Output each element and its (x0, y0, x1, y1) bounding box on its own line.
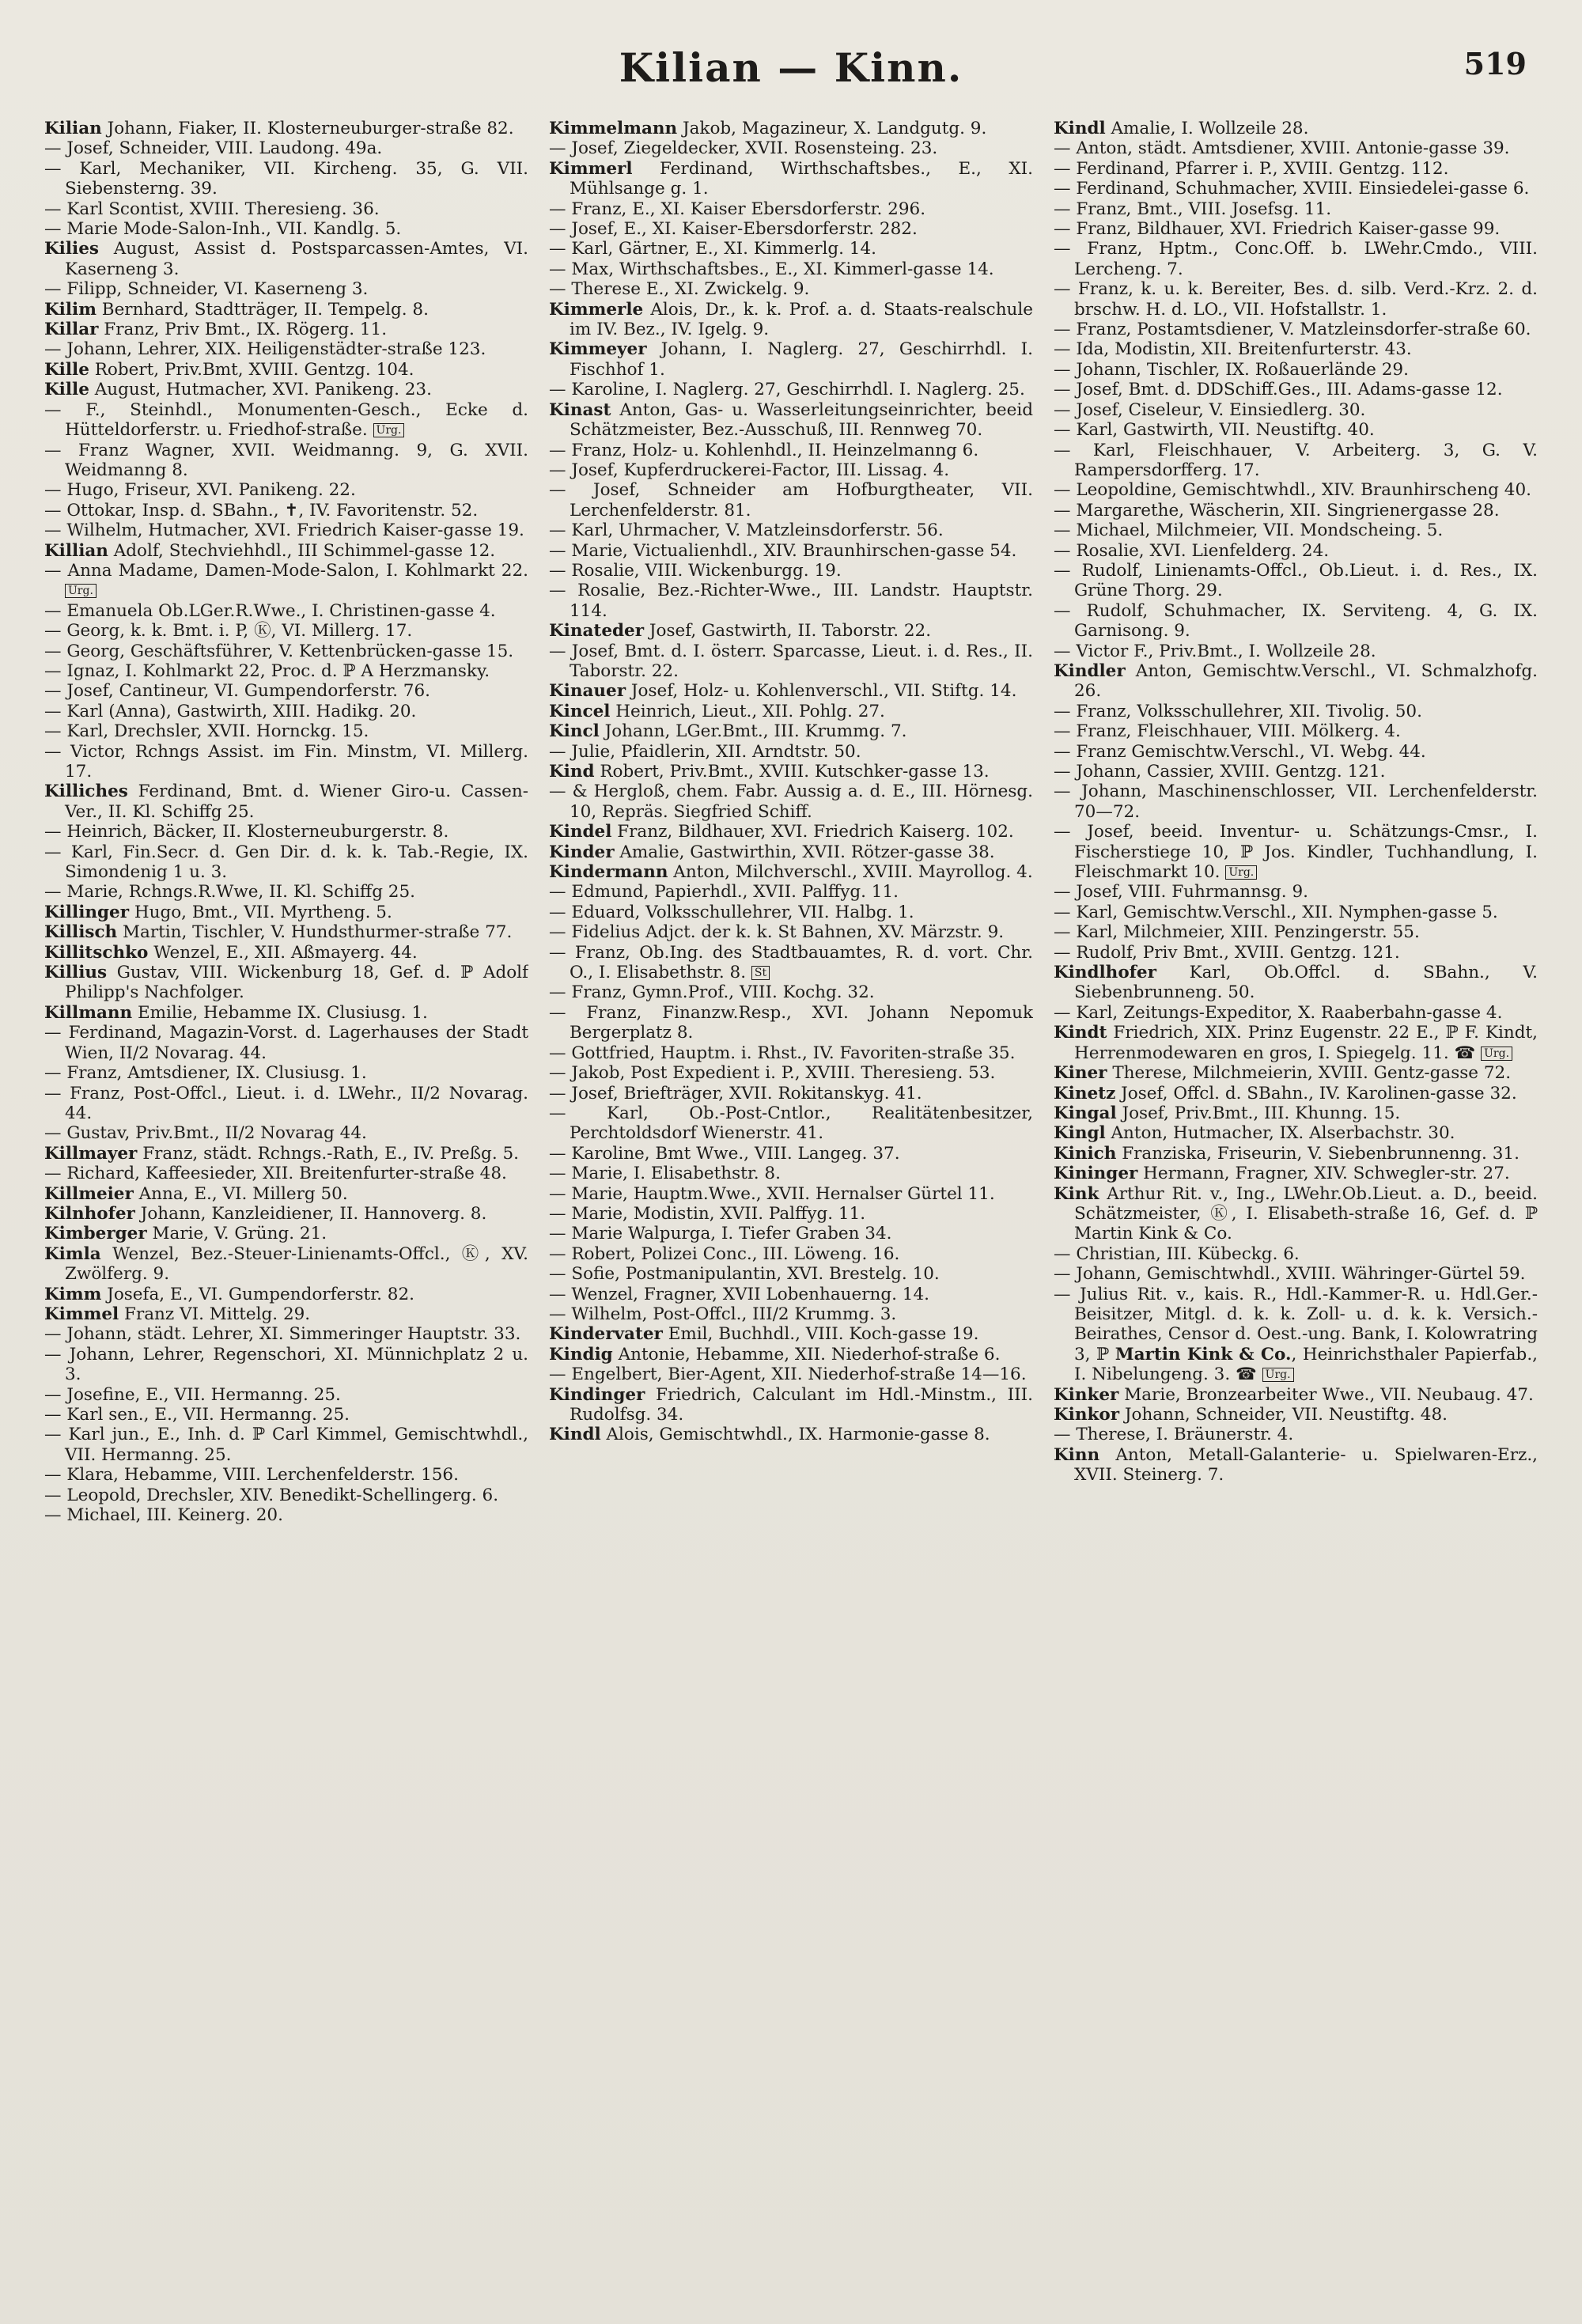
directory-entry: — Gottfried, Hauptm. i. Rhst., IV. Favoriten-straße 35. (549, 1043, 1016, 1063)
directory-entry: Kinich Franziska, Friseurin, V. Siebenbrunnenng. 31. (1054, 1143, 1520, 1164)
directory-entry: Killmann Emilie, Hebamme IX. Clusiusg. 1. (44, 1002, 428, 1023)
directory-entry: — Johann, Lehrer, Regenschori, XI. Münnichplatz 2 u. 3. (44, 1344, 528, 1385)
directory-entry: — Georg, Geschäftsführer, V. Kettenbrücken-gasse 15. (44, 641, 514, 661)
directory-entry: — Marie, I. Elisabethstr. 8. (549, 1164, 781, 1184)
directory-entry: — Michael, Milchmeier, VII. Mondscheing. 5. (1054, 520, 1444, 541)
directory-entry: Killar Franz, Priv Bmt., IX. Rögerg. 11. (44, 320, 388, 340)
directory-entry: Kinetz Josef, Offcl. d. SBahn., IV. Karolinen-gasse 32. (1054, 1083, 1517, 1103)
directory-entry: — Therese E., XI. Zwickelg. 9. (549, 279, 810, 300)
directory-entry: — Karl, Drechsler, XVII. Hornckg. 15. (44, 721, 369, 742)
directory-entry: Kimmel Franz VI. Mittelg. 29. (44, 1304, 311, 1324)
directory-entry: — Josef, E., XI. Kaiser-Ebersdorferstr. 282. (549, 219, 918, 240)
directory-entry: — Josef, beeid. Inventur- u. Schätzungs-Cmsr., I. Fischerstiege 10, ℙ Jos. Kindler, Tuchhandlung, I. Fleischmarkt 10. Urg. (1054, 822, 1538, 883)
directory-entry: Kinder Amalie, Gastwirthin, XVII. Rötzer-gasse 38. (549, 842, 995, 862)
directory-entry: — Johann, Gemischtwhdl., XVIII. Währinger-Gürtel 59. (1054, 1264, 1526, 1285)
directory-entry: — Josef, Kupferdruckerei-Factor, III. Lissag. 4. (549, 460, 950, 480)
directory-entry: — Julius Rit. v., kais. R., Hdl.-Kammer-R. u. Hdl.Ger.-Beisitzer, Mitgl. d. k. k. Zoll- u. d. k. k. Versich.-Beirathes, Censor d. Oest.-ung. Bank, I. Kolowratring 3, ℙ Martin Kink & Co., Heinrichsthaler Papierfab., I. Nibelungeng. 3. ☎ Urg. (1054, 1284, 1538, 1385)
directory-entry: — Julie, Pfaidlerin, XII. Arndtstr. 50. (549, 741, 861, 762)
directory-entry: Kilian Johann, Fiaker, II. Klosterneuburger-straße 82. (44, 119, 514, 138)
directory-entry: — Marie Walpurga, I. Tiefer Graben 34. (549, 1224, 892, 1244)
directory-entry: — Leopold, Drechsler, XIV. Benedikt-Schellingerg. 6. (44, 1485, 499, 1505)
directory-entry: — Filipp, Schneider, VI. Kaserneng 3. (44, 279, 369, 300)
directory-entry: — Karl, Mechaniker, VII. Kircheng. 35, G. VII. Siebensterng. 39. (44, 158, 528, 199)
directory-entry: — Franz, E., XI. Kaiser Ebersdorferstr. 296. (549, 199, 926, 219)
directory-entry: — Johann, Tischler, IX. Roßauerlände 29. (1054, 359, 1409, 380)
directory-entry: — Karl Scontist, XVIII. Theresieng. 36. (44, 199, 380, 219)
directory-entry: Killiches Ferdinand, Bmt. d. Wiener Giro-u. Cassen-Ver., II. Kl. Schiffg 25. (44, 782, 528, 822)
directory-entry: — Karl, Ob.-Post-Cntlor., Realitätenbesitzer, Perchtoldsdorf Wienerstr. 41. (549, 1103, 1033, 1144)
directory-entry: Kinn Anton, Metall-Galanterie- u. Spielwaren-Erz., XVII. Steinerg. 7. (1054, 1444, 1538, 1486)
directory-entry: — Rosalie, VIII. Wickenburgg. 19. (549, 560, 842, 581)
directory-entry: — Franz, Holz- u. Kohlenhdl., II. Heinzelmanng 6. (549, 440, 979, 460)
directory-entry: Kindermann Anton, Milchverschl., XVIII. Mayrollog. 4. (549, 862, 1033, 883)
page-number: 519 (1463, 46, 1527, 81)
directory-entry: — Josef, Briefträger, XVII. Rokitanskyg. 41. (549, 1083, 922, 1103)
directory-entry: — Fidelius Adjct. der k. k. St Bahnen, XV. Märzstr. 9. (549, 922, 1005, 943)
column-left (44, 119, 528, 2310)
directory-entry: Kindlhofer Karl, Ob.Offcl. d. SBahn., V. Siebenbrunneng. 50. (1054, 963, 1538, 1003)
directory-entry: Killitschko Wenzel, E., XII. Aßmayerg. 44. (44, 942, 418, 963)
directory-entry: — Josef, Ziegeldecker, XVII. Rosensteing. 23. (549, 138, 938, 159)
directory-entry: — Ida, Modistin, XII. Breitenfurterstr. 43. (1054, 339, 1412, 360)
directory-entry: Kind Robert, Priv.Bmt., XVIII. Kutschker-gasse 13. (549, 762, 990, 782)
directory-entry: — Karl, Uhrmacher, V. Matzleinsdorferstr. 56. (549, 520, 944, 541)
directory-entry: Kindel Franz, Bildhauer, XVI. Friedrich Kaiserg. 102. (549, 822, 1014, 842)
directory-entry: Kindl Amalie, I. Wollzeile 28. (1054, 119, 1309, 138)
directory-entry: — Josef, Cantineur, VI. Gumpendorferstr. 76. (44, 681, 430, 702)
directory-entry: — Josef, Bmt. d. DDSchiff.Ges., III. Adams-gasse 12. (1054, 380, 1503, 400)
directory-entry: — Josef, VIII. Fuhrmannsg. 9. (1054, 882, 1308, 903)
directory-entry: — Rosalie, Bez.-Richter-Wwe., III. Landstr. Hauptstr. 114. (549, 581, 1033, 621)
directory-entry: — Wenzel, Fragner, XVII Lobenhauerng. 14. (549, 1284, 929, 1304)
directory-entry: Kindl Alois, Gemischtwhdl., IX. Harmonie-gasse 8. (549, 1425, 990, 1445)
directory-entry: — Michael, III. Keinerg. 20. (44, 1505, 283, 1526)
directory-entry: — Franz, Volksschullehrer, XII. Tivolig. 50. (1054, 701, 1422, 721)
directory-entry: Kindt Friedrich, XIX. Prinz Eugenstr. 22 E., ℙ F. Kindt, Herrenmodewaren en gros, I. Spiegelg. 11. ☎ Urg. (1054, 1023, 1538, 1063)
directory-entry: Kimmerle Alois, Dr., k. k. Prof. a. d. Staats-realschule im IV. Bez., IV. Igelg. 9. (549, 299, 1033, 340)
directory-entry: — Rosalie, XVI. Lienfelderg. 24. (1054, 540, 1330, 561)
directory-entry: — Max, Wirthschaftsbes., E., XI. Kimmerl-gasse 14. (549, 259, 994, 279)
directory-entry: — Franz Wagner, XVII. Weidmanng. 9, G. XVII. Weidmanng 8. (44, 440, 528, 480)
directory-entry: Kimm Josefa, E., VI. Gumpendorferstr. 82. (44, 1284, 414, 1304)
directory-entry: — F., Steinhdl., Monumenten-Gesch., Ecke d. Hütteldorferstr. u. Friedhof-straße. Urg. (44, 399, 528, 441)
directory-columns (44, 119, 1538, 2310)
directory-entry: Kille August, Hutmacher, XVI. Panikeng. 23. (44, 380, 432, 400)
entry-badge: Urg. (373, 423, 405, 437)
directory-entry: Kincel Heinrich, Lieut., XII. Pohlg. 27. (549, 701, 885, 721)
entry-badge: Urg. (1262, 1368, 1294, 1382)
directory-entry: — Johann, Cassier, XVIII. Gentzg. 121. (1054, 762, 1386, 782)
directory-entry: — Rudolf, Linienamts-Offcl., Ob.Lieut. i. d. Res., IX. Grüne Thorg. 29. (1054, 560, 1538, 601)
directory-entry: — Franz, Ob.Ing. des Stadtbauamtes, R. d. vort. Chr. O., I. Elisabethstr. 8. St (549, 942, 1033, 983)
directory-entry: — Robert, Polizei Conc., III. Löweng. 16. (549, 1243, 900, 1264)
directory-entry: — Franz, Bmt., VIII. Josefsg. 11. (1054, 199, 1332, 219)
directory-entry: Kiner Therese, Milchmeierin, XVIII. Gentz-gasse 72. (1054, 1063, 1512, 1084)
directory-entry: — Josef, Schneider am Hofburgtheater, VII. Lerchenfelderstr. 81. (549, 480, 1033, 520)
directory-entry: — Franz, Post-Offcl., Lieut. i. d. LWehr., II/2 Novarag. 44. (44, 1083, 528, 1123)
directory-entry: — Rudolf, Priv Bmt., XVIII. Gentzg. 121. (1054, 942, 1400, 963)
directory-entry: — Marie, Rchngs.R.Wwe, II. Kl. Schiffg 25. (44, 882, 416, 903)
directory-entry: — Marie, Modistin, XVII. Palffyg. 11. (549, 1203, 866, 1224)
directory-entry: Kimla Wenzel, Bez.-Steuer-Linienamts-Offcl., Ⓚ, XV. Zwölferg. 9. (44, 1243, 528, 1285)
directory-entry: — Leopoldine, Gemischtwhdl., XIV. Braunhirscheng 40. (1054, 480, 1531, 501)
directory-entry: — Franz, Finanzw.Resp., XVI. Johann Nepomuk Bergerplatz 8. (549, 1002, 1033, 1043)
directory-entry: — Karl, Milchmeier, XIII. Penzingerstr. 55. (1054, 922, 1420, 943)
directory-entry: — Josef, Ciseleur, V. Einsiedlerg. 30. (1054, 399, 1366, 420)
directory-entry: Killmayer Franz, städt. Rchngs.-Rath, E., IV. Preßg. 5. (44, 1143, 520, 1164)
directory-entry: — Emanuela Ob.LGer.R.Wwe., I. Christinen-gasse 4. (44, 600, 496, 621)
directory-entry: — Johann, Lehrer, XIX. Heiligenstädter-straße 123. (44, 339, 486, 360)
directory-entry: — & Hergloß, chem. Fabr. Aussig a. d. E., III. Hörnesg. 10, Repräs. Siegfried Schiff. (549, 782, 1033, 822)
directory-entry: Killmeier Anna, E., VI. Millerg 50. (44, 1183, 348, 1204)
directory-entry: — Franz, Gymn.Prof., VIII. Kochg. 32. (549, 982, 875, 1003)
directory-entry: — Therese, I. Bräunerstr. 4. (1054, 1425, 1294, 1445)
directory-entry: Kilim Bernhard, Stadtträger, II. Tempelg. 8. (44, 299, 429, 320)
directory-entry: Kimmerl Ferdinand, Wirthschaftsbes., E., XI. Mühlsange g. 1. (549, 158, 1033, 199)
directory-entry: Kininger Hermann, Fragner, XIV. Schwegler-str. 27. (1054, 1164, 1510, 1184)
directory-entry: — Franz Gemischtw.Verschl., VI. Webg. 44. (1054, 741, 1426, 762)
directory-entry: — Josef, Schneider, VIII. Laudong. 49a. (44, 138, 383, 159)
directory-entry: — Victor, Rchngs Assist. im Fin. Minstm, VI. Millerg. 17. (44, 741, 528, 782)
directory-entry: Killius Gustav, VIII. Wickenburg 18, Gef. d. ℙ Adolf Philipp's Nachfolger. (44, 963, 528, 1003)
directory-entry: — Christian, III. Kübeckg. 6. (1054, 1243, 1300, 1264)
column-middle (549, 119, 1033, 2310)
directory-entry: — Margarethe, Wäscherin, XII. Singrienergasse 28. (1054, 500, 1500, 520)
directory-entry: — Karl, Gemischtw.Verschl., XII. Nymphen-gasse 5. (1054, 902, 1498, 922)
directory-entry: — Karl, Fleischhauer, V. Arbeiterg. 3, G. V. Rampersdorfferg. 17. (1054, 440, 1538, 480)
directory-entry: — Rudolf, Schuhmacher, IX. Serviteng. 4, G. IX. Garnisong. 9. (1054, 600, 1538, 642)
directory-entry: — Karl jun., E., Inh. d. ℙ Carl Kimmel, Gemischtwhdl., VII. Hermanng. 25. (44, 1425, 528, 1465)
directory-entry: — Anna Madame, Damen-Mode-Salon, I. Kohlmarkt 22. Urg. (44, 560, 528, 598)
directory-entry: Kinateder Josef, Gastwirth, II. Taborstr. 22. (549, 621, 932, 642)
column-right (1054, 119, 1538, 2310)
directory-entry: — Marie, Hauptm.Wwe., XVII. Hernalser Gürtel 11. (549, 1183, 995, 1204)
directory-entry: — Josefine, E., VII. Hermanng. 25. (44, 1384, 341, 1405)
page-header (44, 40, 1538, 119)
directory-entry: Killisch Martin, Tischler, V. Hundsthurmer-straße 77. (44, 922, 513, 943)
directory-entry: — Karoline, Bmt Wwe., VIII. Langeg. 37. (549, 1143, 900, 1164)
directory-entry: — Karl (Anna), Gastwirth, XIII. Hadikg. 20. (44, 701, 417, 721)
directory-entry: Kindler Anton, Gemischtw.Verschl., VI. Schmalzhofg. 26. (1054, 660, 1538, 702)
directory-entry: — Karl, Gärtner, E., XI. Kimmerlg. 14. (549, 239, 876, 259)
directory-entry: Kille Robert, Priv.Bmt, XVIII. Gentzg. 104. (44, 359, 414, 380)
directory-entry: — Wilhelm, Post-Offcl., III/2 Krummg. 3. (549, 1304, 897, 1324)
directory-entry: Kinast Anton, Gas- u. Wasserleitungseinrichter, beeid Schätzmeister, Bez.-Ausschuß, III. Rennweg 70. (549, 399, 1033, 441)
entry-badge: St (751, 966, 770, 980)
directory-entry: Kindinger Friedrich, Calculant im Hdl.-Minstm., III. Rudolfsg. 34. (549, 1384, 1033, 1425)
directory-entry: — Johann, städt. Lehrer, XI. Simmeringer Hauptstr. 33. (44, 1324, 521, 1345)
directory-entry: — Ottokar, Insp. d. SBahn., ✝, IV. Favoritenstr. 52. (44, 500, 479, 520)
directory-entry: — Karl, Gastwirth, VII. Neustiftg. 40. (1054, 420, 1375, 441)
directory-entry: Kingl Anton, Hutmacher, IX. Alserbachstr. 30. (1054, 1123, 1455, 1144)
entry-badge: Urg. (65, 584, 97, 598)
directory-entry: — Gustav, Priv.Bmt., II/2 Novarag 44. (44, 1123, 367, 1144)
directory-entry: — Franz, Fleischhauer, VIII. Mölkerg. 4. (1054, 721, 1401, 742)
directory-entry: — Engelbert, Bier-Agent, XII. Niederhof-straße 14—16. (549, 1364, 1027, 1385)
directory-entry: Kinker Marie, Bronzearbeiter Wwe., VII. Neubaug. 47. (1054, 1384, 1534, 1405)
directory-entry: Kink Arthur Rit. v., Ing., LWehr.Ob.Lieut. a. D., beeid. Schätzmeister, Ⓚ, I. Elisabeth-straße 16, Gef. d. ℙ Martin Kink & Co. (1054, 1183, 1538, 1244)
directory-entry: — Franz, k. u. k. Bereiter, Bes. d. silb. Verd.-Krz. 2. d. brschw. H. d. LO., VII. Hofstallstr. 1. (1054, 279, 1538, 320)
directory-entry: — Ferdinand, Schuhmacher, XVIII. Einsiedelei-gasse 6. (1054, 179, 1530, 199)
directory-entry: — Hugo, Friseur, XVI. Panikeng. 22. (44, 480, 356, 501)
directory-entry: — Jakob, Post Expedient i. P., XVIII. Theresieng. 53. (549, 1063, 996, 1084)
directory-entry: Kinkor Johann, Schneider, VII. Neustiftg. 48. (1054, 1405, 1448, 1425)
directory-entry: — Anton, städt. Amtsdiener, XVIII. Antonie-gasse 39. (1054, 138, 1510, 159)
directory-entry: Kindig Antonie, Hebamme, XII. Niederhof-straße 6. (549, 1344, 1001, 1364)
directory-entry: Kimberger Marie, V. Grüng. 21. (44, 1224, 327, 1244)
directory-entry: — Ignaz, I. Kohlmarkt 22, Proc. d. ℙ A Herzmansky. (44, 660, 490, 681)
directory-entry: — Edmund, Papierhdl., XVII. Palffyg. 11. (549, 882, 899, 903)
entry-badge: Urg. (1225, 865, 1257, 880)
directory-entry: — Karl sen., E., VII. Hermanng. 25. (44, 1405, 350, 1425)
directory-entry: — Ferdinand, Pfarrer i. P., XVIII. Gentzg. 112. (1054, 158, 1449, 179)
directory-entry: Kilies August, Assist d. Postsparcassen-Amtes, VI. Kaserneng 3. (44, 239, 528, 279)
directory-entry: Kingal Josef, Priv.Bmt., III. Khunng. 15. (1054, 1103, 1401, 1123)
entry-badge: Urg. (1481, 1047, 1512, 1061)
directory-entry: — Franz, Amtsdiener, IX. Clusiusg. 1. (44, 1063, 367, 1084)
directory-entry: Killinger Hugo, Bmt., VII. Myrtheng. 5. (44, 902, 392, 922)
directory-entry: — Sofie, Postmanipulantin, XVI. Brestelg. 10. (549, 1264, 940, 1285)
page-title: Kilian — Kinn. (619, 44, 963, 91)
directory-entry: Kimmelmann Jakob, Magazineur, X. Landgutg. 9. (549, 119, 987, 138)
directory-entry: Kilnhofer Johann, Kanzleidiener, II. Hannoverg. 8. (44, 1203, 487, 1224)
directory-entry: — Johann, Maschinenschlosser, VII. Lerchenfelderstr. 70—72. (1054, 782, 1538, 822)
directory-entry: Kinauer Josef, Holz- u. Kohlenverschl., VII. Stiftg. 14. (549, 681, 1017, 702)
directory-entry: — Ferdinand, Magazin-Vorst. d. Lagerhauses der Stadt Wien, II/2 Novarag. 44. (44, 1023, 528, 1063)
directory-entry: — Wilhelm, Hutmacher, XVI. Friedrich Kaiser-gasse 19. (44, 520, 524, 541)
directory-entry: — Richard, Kaffeesieder, XII. Breitenfurter-straße 48. (44, 1164, 507, 1184)
directory-entry: — Georg, k. k. Bmt. i. P, Ⓚ, VI. Millerg. 17. (44, 621, 413, 642)
directory-entry: — Karl, Fin.Secr. d. Gen Dir. d. k. k. Tab.-Regie, IX. Simondenig 1 u. 3. (44, 842, 528, 883)
directory-entry: — Marie, Victualienhdl., XIV. Braunhirschen-gasse 54. (549, 540, 1017, 561)
directory-entry: — Franz, Bildhauer, XVI. Friedrich Kaiser-gasse 99. (1054, 219, 1501, 240)
directory-entry: — Marie Mode-Salon-Inh., VII. Kandlg. 5. (44, 219, 402, 240)
directory-entry: — Karl, Zeitungs-Expeditor, X. Raaberbahn-gasse 4. (1054, 1002, 1503, 1023)
directory-entry: — Franz, Hptm., Conc.Off. b. LWehr.Cmdo., VIII. Lercheng. 7. (1054, 239, 1538, 279)
directory-entry: — Heinrich, Bäcker, II. Klosterneuburgerstr. 8. (44, 822, 449, 842)
directory-entry: Killian Adolf, Stechviehhdl., III Schimmel-gasse 12. (44, 540, 496, 561)
directory-entry: — Karoline, I. Naglerg. 27, Geschirrhdl. I. Naglerg. 25. (549, 380, 1025, 400)
directory-entry: — Josef, Bmt. d. I. österr. Sparcasse, Lieut. i. d. Res., II. Taborstr. 22. (549, 641, 1033, 681)
directory-entry: Kincl Johann, LGer.Bmt., III. Krummg. 7. (549, 721, 907, 742)
directory-entry: Kindervater Emil, Buchhdl., VIII. Koch-gasse 19. (549, 1324, 979, 1345)
directory-entry: — Klara, Hebamme, VIII. Lerchenfelderstr. 156. (44, 1465, 459, 1486)
directory-entry: — Eduard, Volksschullehrer, VII. Halbg. 1. (549, 902, 914, 922)
directory-entry: — Victor F., Priv.Bmt., I. Wollzeile 28. (1054, 641, 1376, 661)
directory-entry: Kimmeyer Johann, I. Naglerg. 27, Geschirrhdl. I. Fischhof 1. (549, 339, 1033, 380)
directory-entry: — Franz, Postamtsdiener, V. Matzleinsdorfer-straße 60. (1054, 320, 1531, 340)
